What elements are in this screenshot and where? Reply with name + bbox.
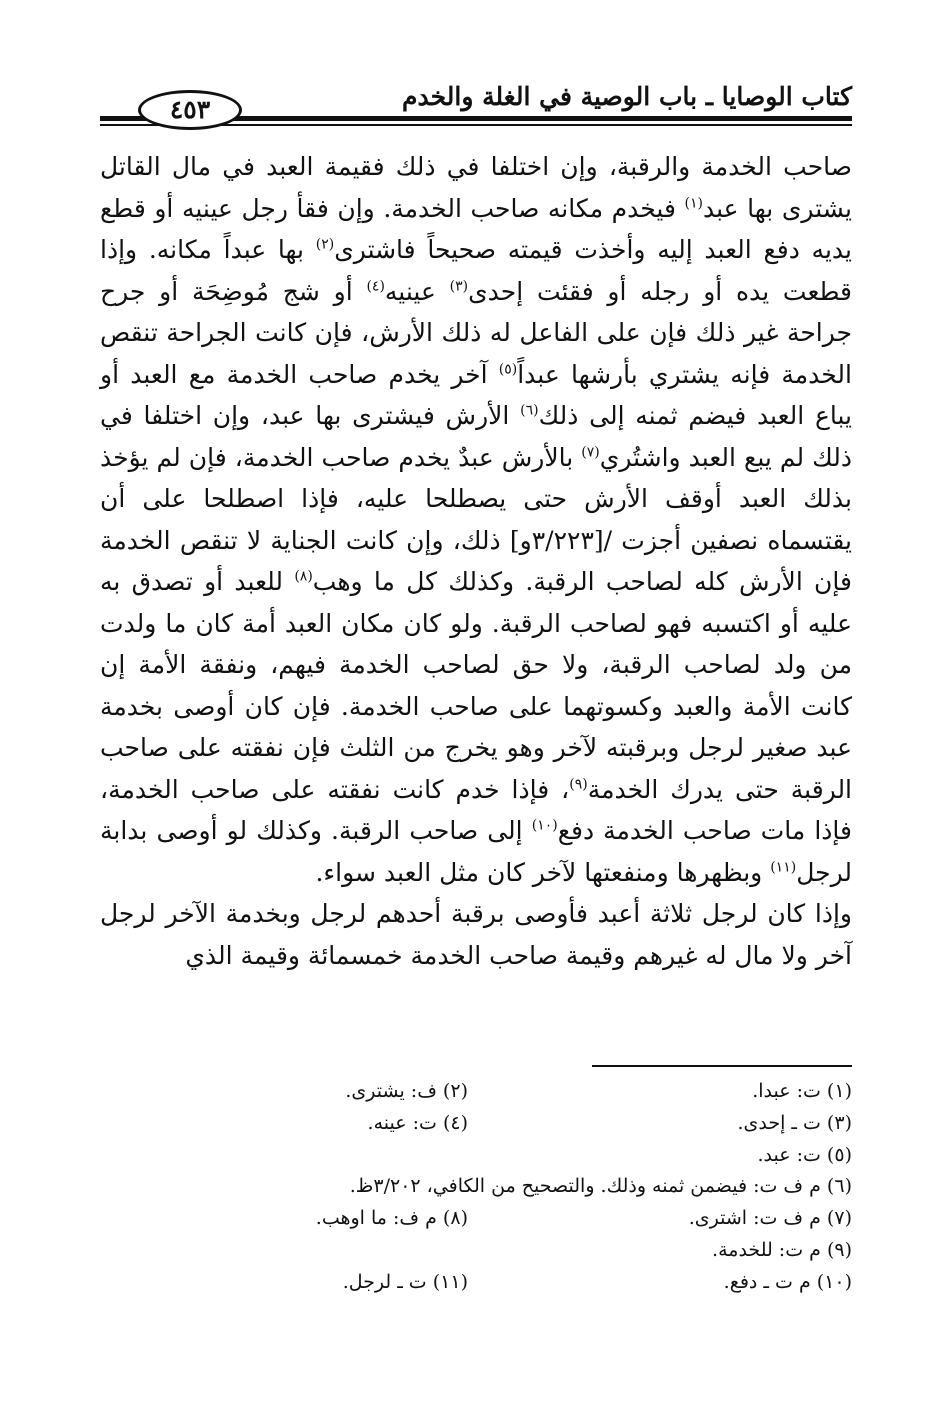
footnote-marker: (١)	[684, 195, 703, 212]
text-run: إلى صاحب الرقبة. وكذلك لو أوصى بدابة لرجل	[100, 816, 852, 887]
footnotes	[180, 1076, 852, 1299]
text-run: الأرش فيشترى بها عبد، وإن اختلفا في ذلك لم يبع العبد واشتُري	[100, 401, 852, 472]
text-run: وإذا كان لرجل ثلاثة أعبد فأوصى برقبة أحدهم لرجل وبخدمة الآخر لرجل آخر ولا مال له غيرهم وقيمة صاحب الخدمة خمسمائة وقيمة الذي	[100, 899, 852, 970]
paragraph	[100, 146, 852, 893]
text-run: صاحب الخدمة والرقبة، وإن اختلفا في ذلك فقيمة العبد في مال القاتل يشترى بها عبد	[100, 152, 852, 223]
footnote-marker: (١١)	[770, 859, 797, 876]
footnote-1: (١) ت: عبدا.	[752, 1080, 852, 1102]
main-text	[100, 146, 852, 976]
footnote-row	[180, 1076, 852, 1108]
footnote-9: (٩) م ت: للخدمة.	[712, 1238, 852, 1261]
footnote-5: (٥) ت: عبد.	[757, 1143, 852, 1166]
footnote-marker: (١٠)	[531, 817, 558, 834]
text-run: للعبد أو تصدق به عليه أو اكتسبه فهو لصاحب الرقبة. ولو كان مكان العبد أمة كان ما ولدت من ولد لصاحب الرقبة، ولا حق لصاحب الخدمة فيهم، ونفقة الأمة إن كانت الأمة والعبد وكسوتهما على صاحب الخدمة. فإن كان أوصى بخدمة عبد صغير لرجل وبرقبته لآخر وهو يخرج من الثلث فإن نفقته على صاحب الرقبة حتى يدرك الخدمة	[100, 567, 853, 804]
footnote-row	[180, 1108, 852, 1140]
text-run: بالأرش عبدٌ يخدم صاحب الخدمة، فإن لم يؤخذ بذلك العبد أوقف الأرش حتى يصطلحا عليه، فإذا اصطلحا على أن يقتسماه نصفين أجزت /[٣/٢٢٣و] ذلك، وإن كانت الجناية لا تنقص الخدمة فإن الأرش كله لصاحب الرقبة. وكذلك كل ما وهب	[100, 442, 852, 596]
footnote-2: (٢) ف: يشترى.	[345, 1080, 468, 1102]
page-number-badge: ٤٥٣	[138, 90, 242, 130]
text-run: بها عبداً مكانه. وإذا قطعت يده أو رجله أو فقئت إحدى	[100, 235, 852, 306]
footnote-marker: (٩)	[569, 776, 588, 793]
footnote-marker: (٧)	[581, 444, 600, 461]
text-run: عينيه	[384, 276, 450, 306]
text-run: آخر يخدم صاحب الخدمة مع العبد أو يباع العبد فيضم ثمنه إلى ذلك	[100, 359, 853, 430]
footnote-8: (٨) م ف: ما اوهب.	[315, 1207, 468, 1230]
footnote-marker: (٨)	[294, 568, 313, 585]
text-run: وبظهرها ومنفعتها لآخر كان مثل العبد سواء.	[315, 857, 771, 887]
page-header	[100, 78, 852, 130]
footnote-7: (٧) م ف ت: اشترى.	[688, 1207, 852, 1230]
footnote-6: (٦) م ف ت: فيضمن ثمنه وذلك. والتصحيح من الكافي، ٣/٢٠٢ظ.	[349, 1175, 852, 1198]
running-title: كتاب الوصايا ـ باب الوصية في الغلة والخدم	[402, 82, 852, 111]
footnote-10: (١٠) م ت ـ دفع.	[723, 1270, 852, 1293]
footnote-11: (١١) ت ـ لرجل.	[342, 1270, 468, 1293]
text-run: ، فإذا خدم كانت نفقته على صاحب الخدمة، فإذا مات صاحب الخدمة دفع	[100, 774, 852, 845]
footnote-marker: (٥)	[498, 361, 518, 378]
footnote-marker: (٣)	[449, 278, 469, 295]
text-run: أو شج مُوضِحَة أو جرح جراحة غير ذلك فإن على الفاعل له ذلك الأرش، فإن كانت الجراحة تنقص الخدمة فإنه يشتري بأرشها عبداً	[100, 276, 852, 389]
footnote-row	[180, 1140, 852, 1172]
footnote-marker: (٢)	[315, 236, 335, 253]
text-run: فيخدم مكانه صاحب الخدمة. وإن فقأ رجل عينيه أو قطع يديه دفع العبد إليه وأخذت قيمته صحيحاً فاشترى	[100, 193, 852, 264]
footnote-4: (٤) ت: عينه.	[367, 1111, 468, 1134]
paragraph	[100, 893, 852, 976]
footnote-3: (٣) ت ـ إحدى.	[737, 1111, 852, 1134]
footnote-row	[180, 1203, 852, 1235]
footnote-marker: (٤)	[366, 278, 385, 295]
footnote-row	[180, 1171, 852, 1203]
footnote-row	[180, 1267, 852, 1299]
footnote-row	[180, 1235, 852, 1267]
footnote-separator	[592, 1065, 852, 1067]
footnote-marker: (٦)	[520, 402, 539, 419]
